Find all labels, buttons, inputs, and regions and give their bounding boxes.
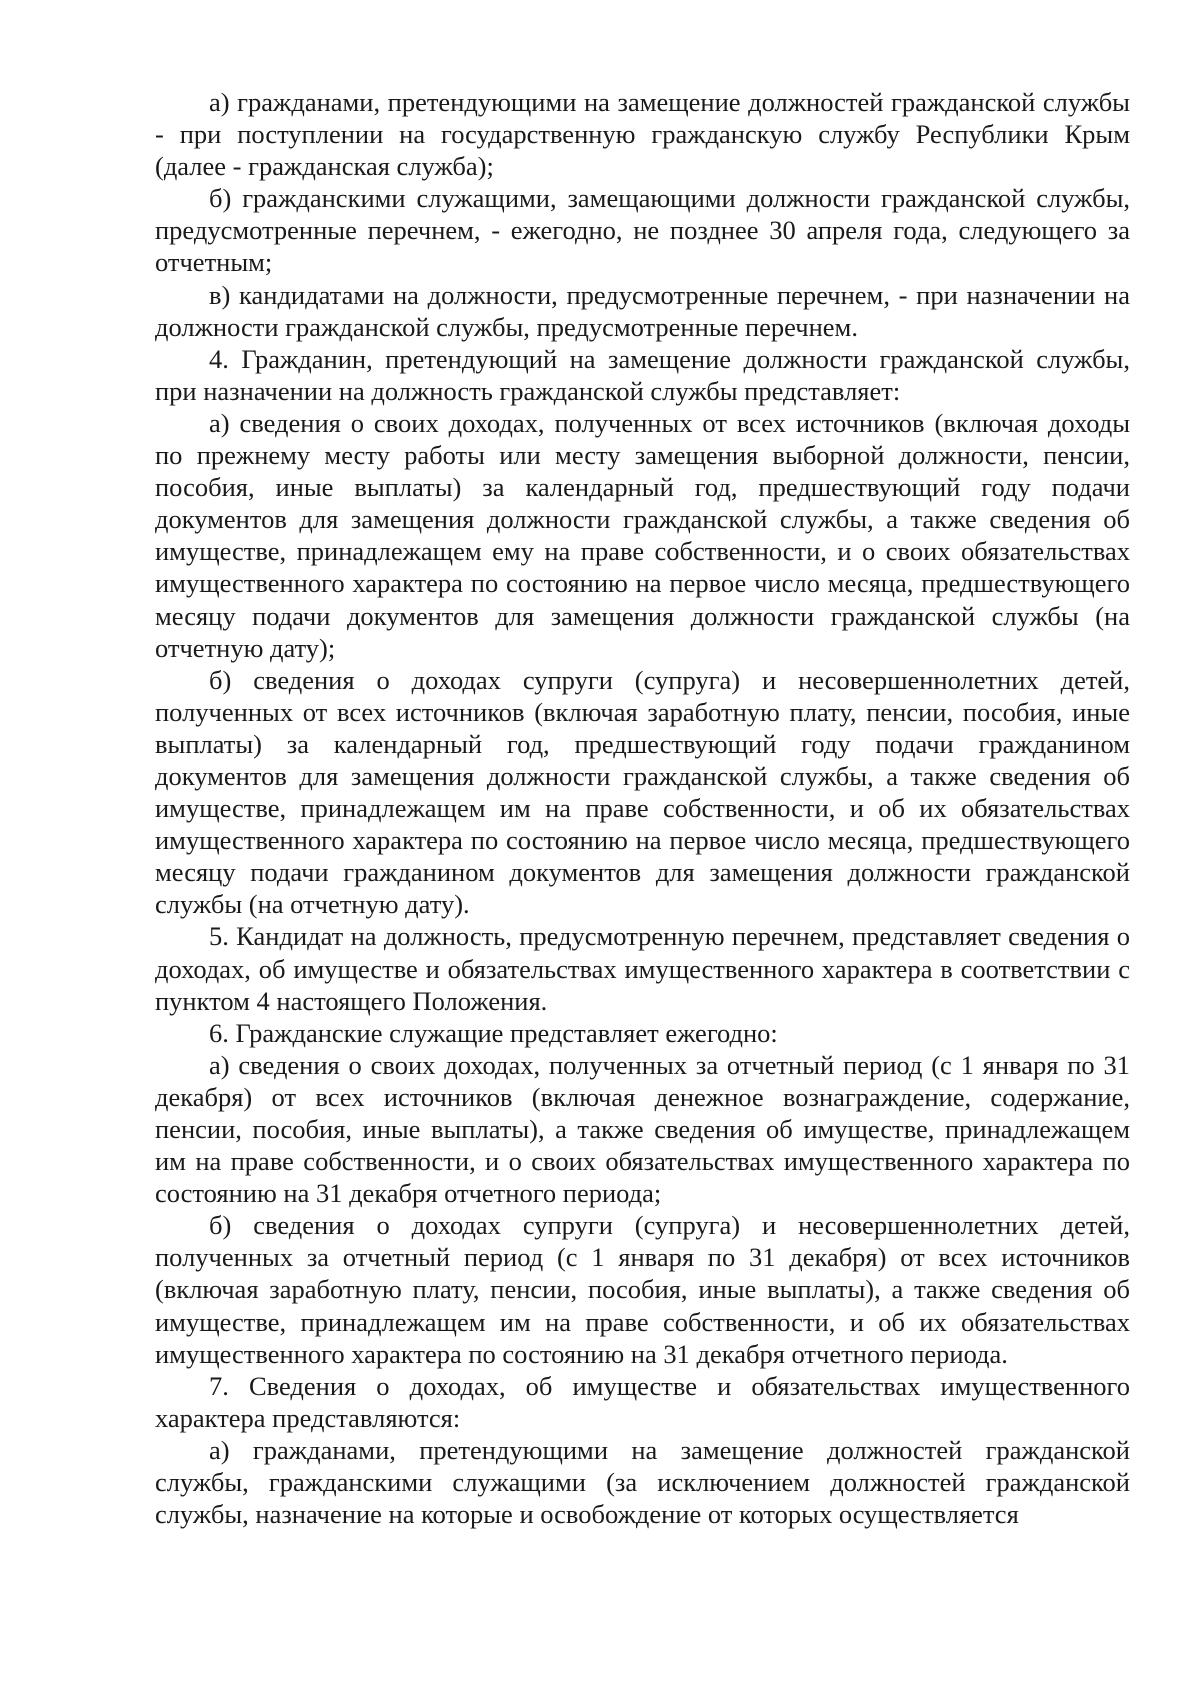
paragraph-3v: в) кандидатами на должности, предусмотренные перечнем, - при назначении на должности гражданской службы, предусмотренные перечнем. xyxy=(155,279,1130,342)
paragraph-5: 5. Кандидат на должность, предусмотренную перечнем, представляет сведения о доходах, об имуществе и обязательствах имущественного характера в соответствии с пунктом 4 настоящего Положения. xyxy=(155,921,1130,1016)
paragraph-3b: б) гражданскими служащими, замещающими должности гражданской службы, предусмотренные перечнем, - ежегодно, не позднее 30 апреля года, следующего за отчетным; xyxy=(155,183,1130,278)
paragraph-4: 4. Гражданин, претендующий на замещение должности гражданской службы, при назначении на должность гражданской службы представляет: xyxy=(155,343,1130,406)
paragraph-7a: а) гражданами, претендующими на замещение должностей гражданской службы, гражданскими служащими (за исключением должностей гражданской службы, назначение на которые и освобождение от которых осуществляется xyxy=(155,1434,1130,1530)
paragraph-6a: а) сведения о своих доходах, полученных за отчетный период (с 1 января по 31 декабря) от всех источников (включая денежное вознаграждение, содержание, пенсии, пособия, иные выплаты), а также сведения об имуществе, принадлежащем им на праве собственности, и о своих обязательствах имущественного характера по состоянию на 31 декабря отчетного периода; xyxy=(155,1049,1130,1209)
paragraph-6b: б) сведения о доходах супруги (супруга) и несовершеннолетних детей, полученных за отчетный период (с 1 января по 31 декабря) от всех источников (включая заработную плату, пенсии, пособия, иные выплаты), а также сведения об имуществе, принадлежащем им на праве собственности, и об их обязательствах имущественного характера по состоянию на 31 декабря отчетного периода. xyxy=(155,1210,1130,1369)
paragraph-6: 6. Гражданские служащие представляет ежегодно: xyxy=(209,1017,778,1048)
paragraph-7: 7. Сведения о доходах, об имуществе и обязательствах имущественного характера представляются: xyxy=(155,1370,1130,1433)
paragraph-3a: а) гражданами, претендующими на замещение должностей гражданской службы - при поступлении на государственную гражданскую службу Республики Крым (далее - гражданская служба); xyxy=(155,87,1130,182)
paragraph-4a: а) сведения о своих доходах, полученных от всех источников (включая доходы по прежнему месту работы или месту замещения выборной должности, пенсии, пособия, иные выплаты) за календарный год, предшествующий году подачи документов для замещения должности гражданской службы, а также сведения об имуществе, принадлежащем ему на праве собственности, и о своих обязательствах имущественного характера по состоянию на первое число месяца, предшествующего месяцу подачи документов для замещения должности гражданской службы (на отчетную дату); xyxy=(155,407,1130,663)
document-page xyxy=(155,86,1130,1530)
paragraph-4b: б) сведения о доходах супруги (супруга) и несовершеннолетних детей, полученных от всех источников (включая заработную плату, пенсии, пособия, иные выплаты) за календарный год, предшествующий году подачи гражданином документов для замещения должности гражданской службы, а также сведения об имуществе, принадлежащем им на праве собственности, и об их обязательствах имущественного характера по состоянию на первое число месяца, предшествующего месяцу подачи гражданином документов для замещения должности гражданской службы (на отчетную дату). xyxy=(155,664,1130,920)
